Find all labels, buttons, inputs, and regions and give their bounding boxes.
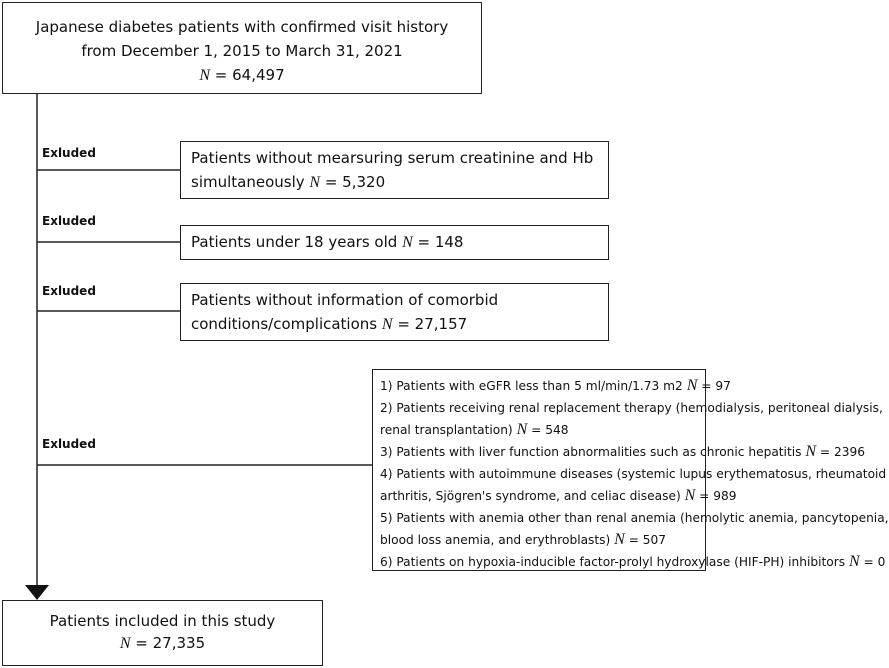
criterion-item: arthritis, Sjögren's syndrome, and celiac disease) N = 989 xyxy=(380,487,737,504)
included-population-box xyxy=(2,600,323,666)
excluded-label-3: Exluded xyxy=(42,284,96,298)
exclusion-box-creatinine: Patients without mearsuring serum creatinine and Hb simultaneously N = 5,320 xyxy=(180,141,609,199)
criterion-item: 4) Patients with autoimmune diseases (systemic lupus erythematosus, rheumatoid xyxy=(380,467,887,481)
criterion-item: 3) Patients with liver function abnormalities such as chronic hepatitis N = 2396 xyxy=(380,443,865,460)
excluded-label-1: Exluded xyxy=(42,146,96,160)
down-arrowhead xyxy=(25,585,49,600)
start-population-box xyxy=(2,2,482,94)
exclusion-box-comorbid: Patients without information of comorbid conditions/complications N = 27,157 xyxy=(180,283,609,341)
start-count: N = 64,497 xyxy=(199,66,285,84)
criterion-item: 6) Patients on hypoxia-inducible factor-prolyl hydroxylase (HIF-PH) inhibitors N = 0 xyxy=(380,553,886,570)
criterion-item: blood loss anemia, and erythroblasts) N = 507 xyxy=(380,531,667,548)
start-line-1: Japanese diabetes patients with confirmed visit history xyxy=(35,18,449,36)
exclusion-box-conditions xyxy=(372,369,889,571)
criterion-item: 5) Patients with anemia other than renal anemia (hemolytic anemia, pancytopenia, xyxy=(380,511,889,525)
excluded-label-2: Exluded xyxy=(42,214,96,228)
exclusion-box-age: Patients under 18 years old N = 148 xyxy=(180,225,609,260)
start-line-2: from December 1, 2015 to March 31, 2021 xyxy=(81,42,403,60)
excluded-label-4: Exluded xyxy=(42,437,96,451)
final-count: N = 27,335 xyxy=(119,634,206,652)
criterion-item: 2) Patients receiving renal replacement therapy (hemodialysis, peritoneal dialysis, xyxy=(380,401,883,415)
final-line-1: Patients included in this study xyxy=(49,612,276,630)
criterion-item: renal transplantation) N = 548 xyxy=(380,421,569,438)
criterion-item: 1) Patients with eGFR less than 5 ml/min/1.73 m2 N = 97 xyxy=(380,377,731,394)
